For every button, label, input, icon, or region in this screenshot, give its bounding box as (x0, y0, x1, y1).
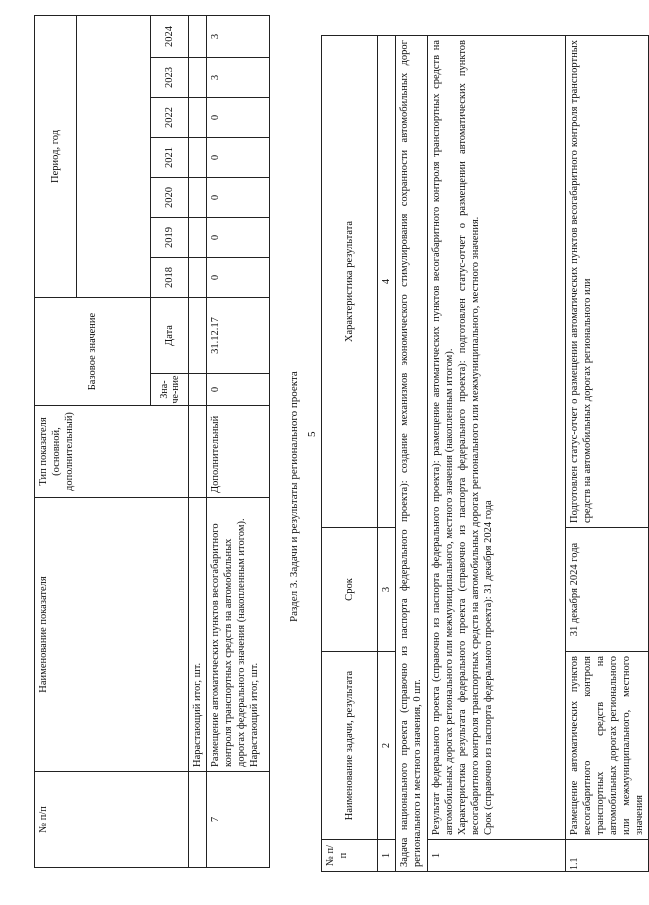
header-year-2021: 2021 (151, 138, 189, 178)
tasks-table (321, 35, 649, 872)
table-row (189, 15, 207, 867)
col-number-1: 1 (378, 840, 396, 872)
row-year (189, 178, 207, 218)
row-year: 0 (207, 258, 270, 298)
task-text: Задача национального проекта (справочно из паспорта федерального проекта): создание механизмов экономического стимулирования сохранности автомобильных дорог регионального и местного значения, 0 шт. (396, 36, 428, 872)
row-year: 0 (207, 138, 270, 178)
row-date: 31.12.17 (207, 298, 270, 374)
tasks-table-wrapper (321, 35, 649, 872)
row-name: Размещение автоматических пунктов весогабаритного контроля транспортных средств на автомобильных дорогах федерального значения (накопленным итогом). Нарастающий итог, шт. (207, 498, 270, 772)
page-number-text: 5 (306, 431, 318, 437)
header-type: Тип показателя (основной, дополнительный) (35, 406, 189, 498)
header-year-2020: 2020 (151, 178, 189, 218)
row-name: Нарастающий итог, шт. (189, 498, 207, 772)
row-year: 3 (207, 58, 270, 98)
row-date (189, 298, 207, 374)
section-title (288, 371, 300, 622)
page-number (306, 432, 318, 438)
row-value (189, 374, 207, 406)
header-num: № п/п (35, 772, 189, 868)
table-row (207, 15, 270, 867)
row-year (189, 218, 207, 258)
row-deadline: 31 декабря 2024 года (566, 528, 649, 652)
table-row (428, 36, 566, 872)
header-num: № п/п (322, 840, 378, 872)
result-line: Результат федерального проекта (справочно из паспорта федерального проекта): размещение автоматических пунктов весогабаритного контроля транспортных средств на автомобильных дорогах регионального или межмуниципального, местного значения (накопленным итогом). (431, 40, 455, 835)
row-name: Размещение автоматических пунктов весогабаритного контроля транспортных средств на автомобильных дорогах регионального или межмуниципального, местного значения (566, 652, 649, 840)
result-line: Срок (справочно из паспорта федерального проекта): 31 декабря 2024 года (483, 500, 494, 835)
col-number-4: 4 (378, 36, 396, 528)
header-year-2024: 2024 (151, 15, 189, 57)
header-characteristic: Характеристика результата (322, 36, 378, 528)
row-characteristic: Подготовлен статус-отчет о размещении автоматических пунктов весогабаритного контроля транспортных средств на автомобильных дорогах регионального или (566, 36, 649, 528)
section-title-text: Раздел 3. Задачи и результаты регионального проекта (288, 371, 300, 622)
header-year-2019: 2019 (151, 218, 189, 258)
header-year-2018: 2018 (151, 258, 189, 298)
row-year: 0 (207, 98, 270, 138)
table-row (566, 36, 649, 872)
row-year: 0 (207, 218, 270, 258)
header-name: Наименование задачи, результата (322, 652, 378, 840)
header-period-spacer (77, 15, 151, 297)
header-year-2023: 2023 (151, 58, 189, 98)
result-line: Характеристика результата федерального проекта (справочно из паспорта федерального проекта): подготовлен статус-отчет о размещении автоматических пунктов весогабаритного контроля транспортных средств на автомобильных дорогах регионального или межмуниципального, местного значения. (457, 40, 481, 835)
row-num: 1.1 (566, 840, 649, 872)
row-num: 1 (428, 840, 566, 872)
row-value: 0 (207, 374, 270, 406)
col-number-2: 2 (378, 652, 396, 840)
header-period: Период, год (35, 15, 77, 297)
col-number-3: 3 (378, 528, 396, 652)
header-base: Базовое значение (35, 298, 151, 406)
row-type (189, 406, 207, 498)
table-row (396, 36, 428, 872)
header-name: Наименование показателя (35, 498, 189, 772)
row-year: 3 (207, 15, 270, 57)
indicator-table (34, 15, 270, 868)
row-year (189, 258, 207, 298)
row-num: 7 (207, 772, 270, 868)
row-type: Дополнительный (207, 406, 270, 498)
header-base-value: Зна-че-ние (151, 374, 189, 406)
row-year: 0 (207, 178, 270, 218)
row-year (189, 58, 207, 98)
result-block (428, 36, 566, 840)
row-year (189, 138, 207, 178)
indicator-table-wrapper (34, 15, 270, 868)
header-year-2022: 2022 (151, 98, 189, 138)
row-year (189, 15, 207, 57)
row-num (189, 772, 207, 868)
row-year (189, 98, 207, 138)
header-deadline: Срок (322, 528, 378, 652)
header-base-date: Дата (151, 298, 189, 374)
